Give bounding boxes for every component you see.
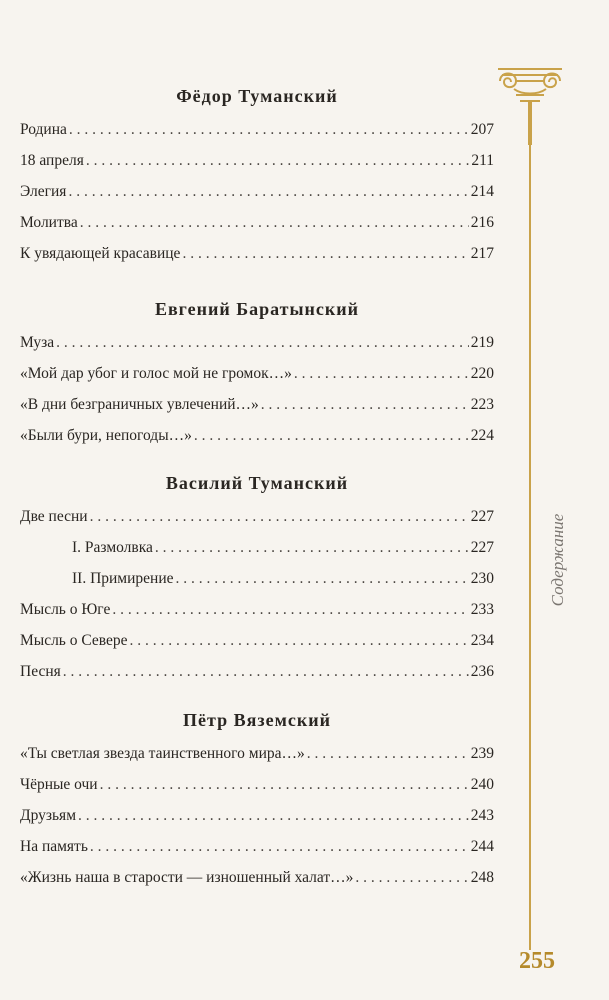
leader-dots (155, 532, 469, 563)
toc-entry[interactable] (20, 145, 494, 176)
entry-page: 223 (470, 396, 494, 413)
ionic-capital-ornament (492, 55, 568, 145)
toc-subentry[interactable] (20, 532, 494, 563)
page-number: 255 (519, 948, 555, 974)
toc-entry[interactable] (20, 389, 494, 420)
entry-page: 240 (470, 776, 494, 793)
leader-dots (294, 358, 469, 389)
entry-page: 248 (470, 869, 494, 886)
entry-title: «Были бури, непогоды…» (20, 427, 192, 444)
leader-dots (182, 238, 468, 269)
leader-dots (261, 389, 469, 420)
toc-entry[interactable] (20, 176, 494, 207)
toc-entry[interactable] (20, 831, 494, 862)
toc-entry[interactable] (20, 594, 494, 625)
running-head: Содержание (548, 513, 567, 607)
entry-page: 220 (470, 365, 494, 382)
entry-title: Муза (20, 334, 55, 351)
toc-entry[interactable] (20, 114, 494, 145)
entry-page: 244 (470, 838, 494, 855)
toc-section (20, 465, 494, 687)
leader-dots (90, 831, 469, 862)
entry-title: На память (20, 838, 88, 855)
entry-title: Мысль о Севере (20, 632, 128, 649)
entry-title: Чёрные очи (20, 776, 98, 793)
entry-page: 214 (470, 183, 494, 200)
toc-section (20, 702, 494, 893)
entry-page: 224 (470, 427, 494, 444)
toc-entry[interactable] (20, 238, 494, 269)
toc-entry[interactable] (20, 769, 494, 800)
entry-page: 219 (470, 334, 494, 351)
entry-page: 217 (470, 245, 494, 262)
section-author: Пётр Вяземский (183, 710, 331, 730)
leader-dots (63, 656, 469, 687)
toc-subentry[interactable] (20, 563, 494, 594)
entry-page: 227 (470, 508, 494, 525)
toc-entry[interactable] (20, 625, 494, 656)
toc-section (20, 291, 494, 451)
leader-dots (86, 145, 469, 176)
entry-page: 243 (470, 807, 494, 824)
toc-entry[interactable] (20, 656, 494, 687)
section-author: Фёдор Туманский (176, 86, 338, 106)
entry-title: I. Размолвка (72, 539, 153, 556)
entry-page: 207 (470, 121, 494, 138)
entry-title: Две песни (20, 508, 88, 525)
entry-title: Элегия (20, 183, 67, 200)
entry-title: Песня (20, 663, 61, 680)
toc-entry[interactable] (20, 358, 494, 389)
entry-page: 211 (471, 152, 494, 169)
leader-dots (78, 800, 469, 831)
leader-dots (355, 862, 468, 893)
leader-dots (130, 625, 469, 656)
toc-entry[interactable] (20, 800, 494, 831)
toc-entry[interactable] (20, 207, 494, 238)
toc-section (20, 78, 494, 269)
toc-entry[interactable] (20, 738, 494, 769)
entry-title: Родина (20, 121, 67, 138)
entry-page: 227 (470, 539, 494, 556)
toc-entry[interactable] (20, 862, 494, 893)
leader-dots (90, 501, 469, 532)
entry-title: Друзьям (20, 807, 76, 824)
toc-entry[interactable] (20, 327, 494, 358)
entry-page: 234 (470, 632, 494, 649)
entry-title: «Жизнь наша в старости — изношенный халат…» (20, 869, 354, 886)
leader-dots (307, 738, 469, 769)
entry-title: «Ты светлая звезда таинственного мира…» (20, 745, 305, 762)
vertical-rule (529, 135, 531, 950)
leader-dots (56, 327, 469, 358)
leader-dots (80, 207, 469, 238)
leader-dots (112, 594, 468, 625)
leader-dots (68, 176, 468, 207)
entry-page: 233 (470, 601, 494, 618)
section-author: Василий Туманский (165, 473, 349, 493)
entry-page: 239 (470, 745, 494, 762)
leader-dots (176, 563, 469, 594)
entry-title: «Мой дар убог и голос мой не громок…» (20, 365, 292, 382)
entry-page: 216 (470, 214, 494, 231)
section-author: Евгений Баратынский (154, 299, 360, 319)
leader-dots (69, 114, 469, 145)
entry-title: К увядающей красавице (20, 245, 181, 262)
entry-title: 18 апреля (20, 152, 84, 169)
entry-title: II. Примирение (72, 570, 174, 587)
entry-title: «В дни безграничных увлечений…» (20, 396, 259, 413)
entry-page: 236 (470, 663, 494, 680)
toc-entry[interactable] (20, 501, 494, 532)
leader-dots (194, 420, 469, 451)
entry-page: 230 (470, 570, 494, 587)
leader-dots (100, 769, 469, 800)
entry-title: Молитва (20, 214, 78, 231)
toc-entry[interactable] (20, 420, 494, 451)
entry-title: Мысль о Юге (20, 601, 111, 618)
